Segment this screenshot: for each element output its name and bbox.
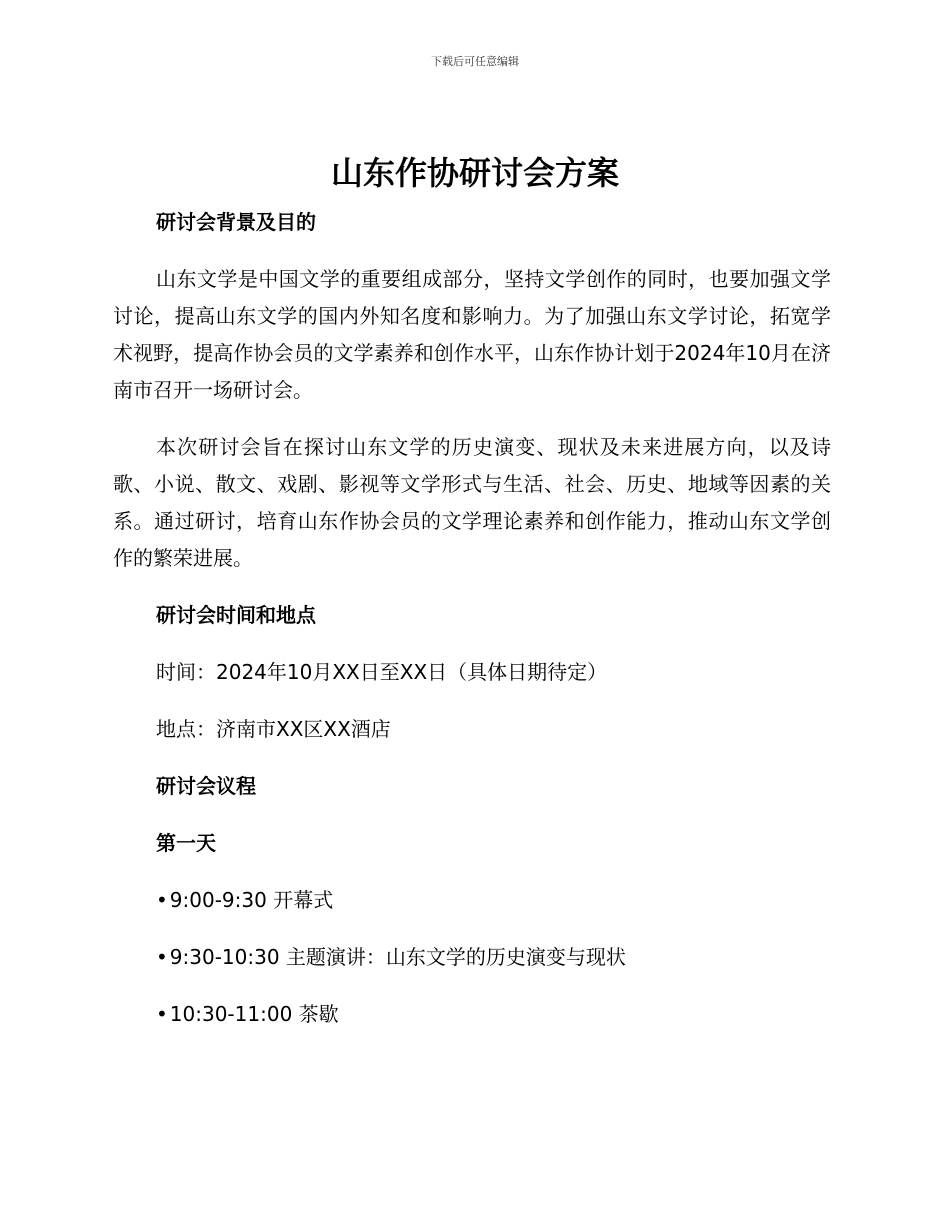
document-title: 山东作协研讨会方案: [330, 154, 619, 192]
agenda-item: [113, 939, 831, 975]
agenda-item-text: 9:30-10:30 主题演讲：山东文学的历史演变与现状: [169, 945, 626, 969]
agenda-item-text: 9:00-9:30 开幕式: [169, 888, 334, 912]
agenda-item: [113, 996, 831, 1032]
bullet-icon: •: [156, 888, 168, 912]
time-line: 时间：2024年10月XX日至XX日（具体日期待定）: [156, 660, 608, 684]
place-line: 地点：济南市XX区XX酒店: [156, 717, 391, 741]
paragraph-background-2: 本次研讨会旨在探讨山东文学的历史演变、现状及未来进展方向，以及诗歌、小说、散文、戏剧、影视等文学形式与生活、社会、历史、地域等因素的关系。通过研讨，培育山东作协会员的文学理论素养和创作能力，推动山东文学创作的繁荣进展。: [113, 435, 831, 570]
day-heading-1: 第一天: [156, 831, 216, 855]
bullet-icon: •: [156, 1002, 168, 1026]
document-body: [113, 204, 831, 1053]
section-heading-time-place: 研讨会时间和地点: [156, 603, 316, 627]
bullet-icon: •: [156, 945, 168, 969]
agenda-item-text: 10:30-11:00 茶歇: [169, 1002, 339, 1026]
paragraph-background-1: 山东文学是中国文学的重要组成部分，坚持文学创作的同时，也要加强文学讨论，提高山东文学的国内外知名度和影响力。为了加强山东文学讨论，拓宽学术视野，提高作协会员的文学素养和创作水平，山东作协计划于2024年10月在济南市召开一场研讨会。: [113, 267, 831, 402]
agenda-item: [113, 882, 831, 918]
section-heading-background: 研讨会背景及目的: [156, 210, 316, 234]
header-note: 下载后可任意编辑: [431, 55, 519, 68]
section-heading-agenda: 研讨会议程: [156, 774, 256, 798]
